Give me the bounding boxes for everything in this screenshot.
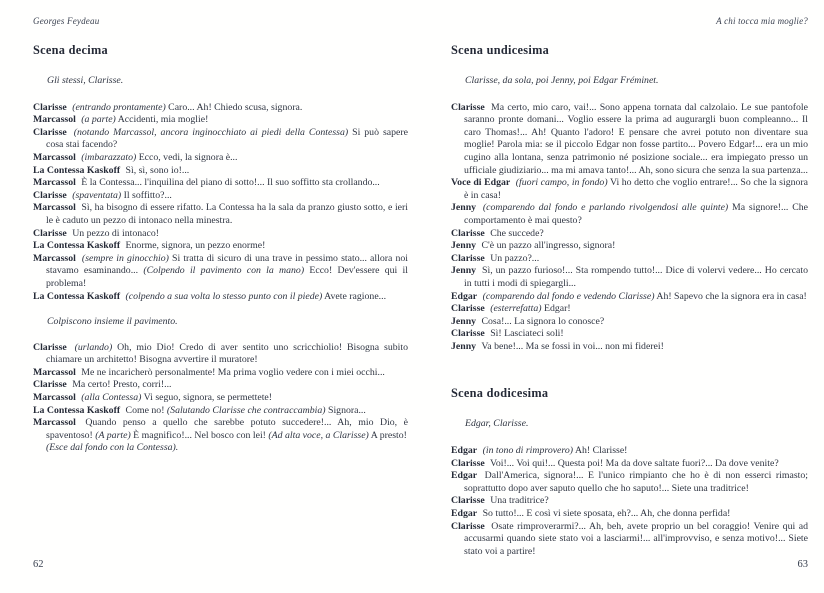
dialogue-line [33,190,408,203]
dialogue-text: Edgar! [541,303,571,315]
dialogue-line [451,291,808,304]
dialogue-text: Un pazzo?... [487,252,540,264]
speaker-name: Jenny [451,265,477,277]
dialogue-line [33,152,408,165]
scene-title: Scena dodicesima [451,386,549,401]
running-header-author: Georges Feydeau [33,16,100,26]
scene-title: Scena undicesima [451,43,550,57]
dialogue-line [451,253,808,266]
dialogue-text: Che succede? [487,227,544,239]
speaker-name: Marcassol [33,252,76,264]
dialogue-line [33,102,408,115]
speaker-name: Clarisse [451,303,485,315]
inline-stage-direction: (alla Contessa) [78,392,142,404]
dialogue-text: Osate rimproverarmi?... Ah, beh, avete proprio un bel coraggio! Venire qui ad accusarmi quando siete stato voi a lasciarmi!... all'improvviso, e senza motivo!... Siete stato voi a partire! [464,520,808,557]
speaker-name: Marcassol [33,114,76,126]
dialogue-text: Avete ragione... [322,290,387,302]
dialogue-text: Ah! Clarisse! [573,445,628,457]
dialogue-text: Come no! [123,404,165,416]
inline-stage-direction: (colpendo a sua volta lo stesso punto con il piede) [123,290,323,302]
speaker-name: Marcassol [33,151,76,163]
dialogue-text: Ma certo! Presto, corri!... [69,379,172,391]
speaker-name: Clarisse [451,101,485,113]
inline-stage-direction: (a parte) [78,114,116,126]
speaker-name: Jenny [451,202,477,214]
dialogue-line [451,303,808,316]
dialogue-line [33,177,408,190]
speaker-name: Clarisse [33,227,67,239]
dialogue-text: Una traditrice? [487,495,549,507]
page-number-right: 63 [797,559,808,570]
speaker-name: Clarisse [451,457,485,469]
speaker-name: La Contessa Kaskoff [33,240,121,252]
inline-stage-direction: (imbarazzato) [78,151,137,163]
dialogue-text: Ma certo, mio caro, vai!... Sono appena tornata dal calzolaio. Le sue pantofole saranno pronte domani... Voglio essere la prima ad augurargli buon compleanno... Il caro Thomas!... Ah! Quanto l'adoro! E pensare che avrei potuto non diventare sua moglie! Parola mia: se il piccolo Edgar non fosse partito... Povero Edgar!... era un mio cugino alla lontana, senza patrimonio né posizione sociale... era impiegato presso un ufficiale giudiziario... ma mi amava tanto!... Ah, sono sicura che senza la sua partenza... [464,101,808,176]
inline-stage-direction: (in tono di rimprovero) [480,445,574,457]
scene-title: Scena decima [33,43,108,57]
speaker-name: Clarisse [451,227,485,239]
dialogue-line [451,316,808,329]
scene-characters: Clarisse, da sola, poi Jenny, poi Edgar Fréminet. [465,75,659,86]
dialogue-text: Quando penso a quello che sarebbe potuto succedere!... Ah, mio Dio, è spaventoso! [46,417,408,441]
dialogue-line [451,470,808,495]
stage-direction: Colpiscono insieme il pavimento. [47,316,178,328]
inline-stage-direction: (entrando prontamente) [69,101,166,113]
speaker-name: Clarisse [451,495,485,507]
dialogue-text: Sì, un pazzo furioso!... Sta rompendo tutto!... Dice di volervi vedere... Ho cercato in tutti i modi di spiegargli... [464,265,808,289]
speaker-name: Edgar [451,508,478,520]
speaker-name: Edgar [451,290,478,302]
inline-stage-direction: (comparendo dal fondo e parlando rivolgendosi alle quinte) [479,202,729,214]
speaker-name: Clarisse [451,328,485,340]
speaker-name: Clarisse [33,341,67,353]
dialogue-line [451,202,808,227]
dialogue-text: Si può sapere cosa stai facendo? [46,126,408,151]
inline-stage-direction: (Colpendo il pavimento con la mano) [138,265,305,277]
dialogue-text: Un pezzo di intonaco! [69,227,159,239]
dialogue-text: Il soffitto?... [121,189,172,201]
speaker-name: Marcassol [33,366,76,378]
dialogue-text: Vi seguo, signora, se permettete! [141,392,273,404]
dialogue-line [33,127,408,152]
dialogue-text: Si tratta di sicuro di una trave in pessimo stato... allora noi stavamo esaminando... [46,252,409,277]
dialogue-line [33,367,408,380]
dialogue-line [451,458,808,471]
dialogue-text: Ah! Sapevo che la signora era in casa! [654,290,807,302]
dialogue-text: A presto! [368,429,407,441]
dialogue-text: Signora... [325,404,366,416]
dialogue-text: Ecco, vedi, la signora è... [136,151,238,163]
dialogue-line [451,495,808,508]
dialogue-text: Sì, ha bisogno di essere rifatto. La Contessa ha la sala da pranzo giusto sotto, e ieri le è caduto un pezzo di intonaco nella minestra. [46,202,408,226]
inline-stage-direction: (fuori campo, in fondo) [513,177,608,189]
inline-stage-direction: (Salutando Clarisse che contraccambia) [164,404,326,416]
dialogue-text: Oh, mio Dio! Credo di aver sentito uno scricchiolio! Bisogna subito chiamare un architetto! Bisogna avvertire il muratore! [46,341,408,366]
dialogue-text: Cosa!... La signora lo conosce? [479,315,605,327]
inline-stage-direction: (esterrefatta) [487,303,542,315]
dialogue-line [451,341,808,354]
speaker-name: Clarisse [451,520,485,532]
inline-stage-direction: (Ad alta voce, a Clarisse) [265,429,369,441]
page-right [451,43,808,558]
speaker-name: La Contessa Kaskoff [33,404,121,416]
inline-stage-direction: (urlando) [69,341,113,353]
dialogue-line [33,114,408,127]
dialogue-text: Me ne incaricherò personalmente! Ma prima voglio vedere con i miei occhi... [78,366,385,378]
dialogue-line [451,228,808,241]
speaker-name: Edgar [451,445,478,457]
dialogue-text: Ecco! Dev'essere qui il problema! [46,265,408,289]
dialogue-text: Enorme, signora, un pezzo enorme! [123,240,266,252]
dialogue-line [451,265,808,290]
dialogue-line [451,328,808,341]
dialogue-text: Accidenti, mia moglie! [115,114,209,126]
speaker-name: Marcassol [33,392,76,404]
dialogue-line [451,102,808,178]
dialogue-line [33,405,408,418]
speaker-name: Jenny [451,340,477,352]
dialogue-line [33,379,408,392]
speaker-name: La Contessa Kaskoff [33,290,121,302]
dialogue-line [451,177,808,202]
speaker-name: Marcassol [33,177,76,189]
page-left [33,43,408,455]
speaker-name: Marcassol [33,417,76,429]
dialogue-line [33,228,408,241]
running-header-title: A chi tocca mia moglie? [716,16,808,26]
speaker-name: Marcassol [33,202,76,214]
dialogue-text: So tutto!... E così vi siete sposata, eh?... Ah, che donna perfida! [480,508,731,520]
dialogue-line [33,291,408,304]
dialogue-text: Vi ho detto che voglio entrare!... So che la signora è in casa! [464,177,808,201]
dialogue-line [33,342,408,367]
dialogue-text: È magnifico!... Nel bosco con lei! [130,429,266,441]
dialogue-line [451,508,808,521]
speaker-name: Clarisse [33,379,67,391]
dialogue-line [451,521,808,559]
dialogue-text: Ma signore!... Che comportamento è mai questo? [464,202,809,226]
speaker-name: La Contessa Kaskoff [33,164,121,176]
dialogue-line [33,202,408,227]
dialogue-text: È la Contessa... l'inquilina del piano di sotto!... Il suo soffitto sta crollando... [78,177,380,189]
dialogue-text: Dall'America, signora!... E l'unico rimpianto che ho è di non esserci rimasto; soprattutto dopo aver saputo quello che ho saputo!... Siete una traditrice! [464,470,808,494]
dialogue-text: Va bene!... Ma se fossi in voi... non mi fiderei! [479,340,664,352]
speaker-name: Jenny [451,315,477,327]
inline-stage-direction: (sempre in ginocchio) [78,252,169,264]
speaker-name: Clarisse [33,101,67,113]
inline-stage-direction: (comparendo dal fondo e vedendo Clarisse) [480,290,655,302]
scene-characters: Edgar, Clarisse. [465,418,529,430]
dialogue-line [33,392,408,405]
inline-stage-direction: (spaventata) [69,189,122,201]
dialogue-line [451,240,808,253]
speaker-name: Clarisse [451,252,485,264]
speaker-name: Clarisse [33,189,67,201]
dialogue-line [451,445,808,458]
speaker-name: Clarisse [33,126,67,138]
dialogue-text: Caro... Ah! Chiedo scusa, signora. [165,101,303,113]
dialogue-text: Voi!... Voi qui!... Questa poi! Ma da dove saltate fuori?... Da dove venite? [487,457,779,469]
speaker-name: Voce di Edgar [451,177,511,189]
scene-characters: Gli stessi, Clarisse. [47,75,124,86]
dialogue-text: Sì! Lasciateci soli! [487,328,564,340]
inline-stage-direction: (A parte) [92,429,131,441]
dialogue-line [33,240,408,253]
dialogue-line [33,417,408,455]
dialogue-text: C'è un pazzo all'ingresso, signora! [479,240,616,252]
inline-stage-direction: (notando Marcassol, ancora inginocchiato ai piedi della Contessa) [69,126,349,138]
dialogue-line [33,165,408,178]
dialogue-text: Sì, sì, sono io!... [123,164,190,176]
inline-stage-direction: (Esce dal fondo con la Contessa). [46,442,179,454]
speaker-name: Edgar [451,470,478,482]
speaker-name: Jenny [451,240,477,252]
dialogue-line [33,253,408,291]
page-number-left: 62 [33,559,44,570]
